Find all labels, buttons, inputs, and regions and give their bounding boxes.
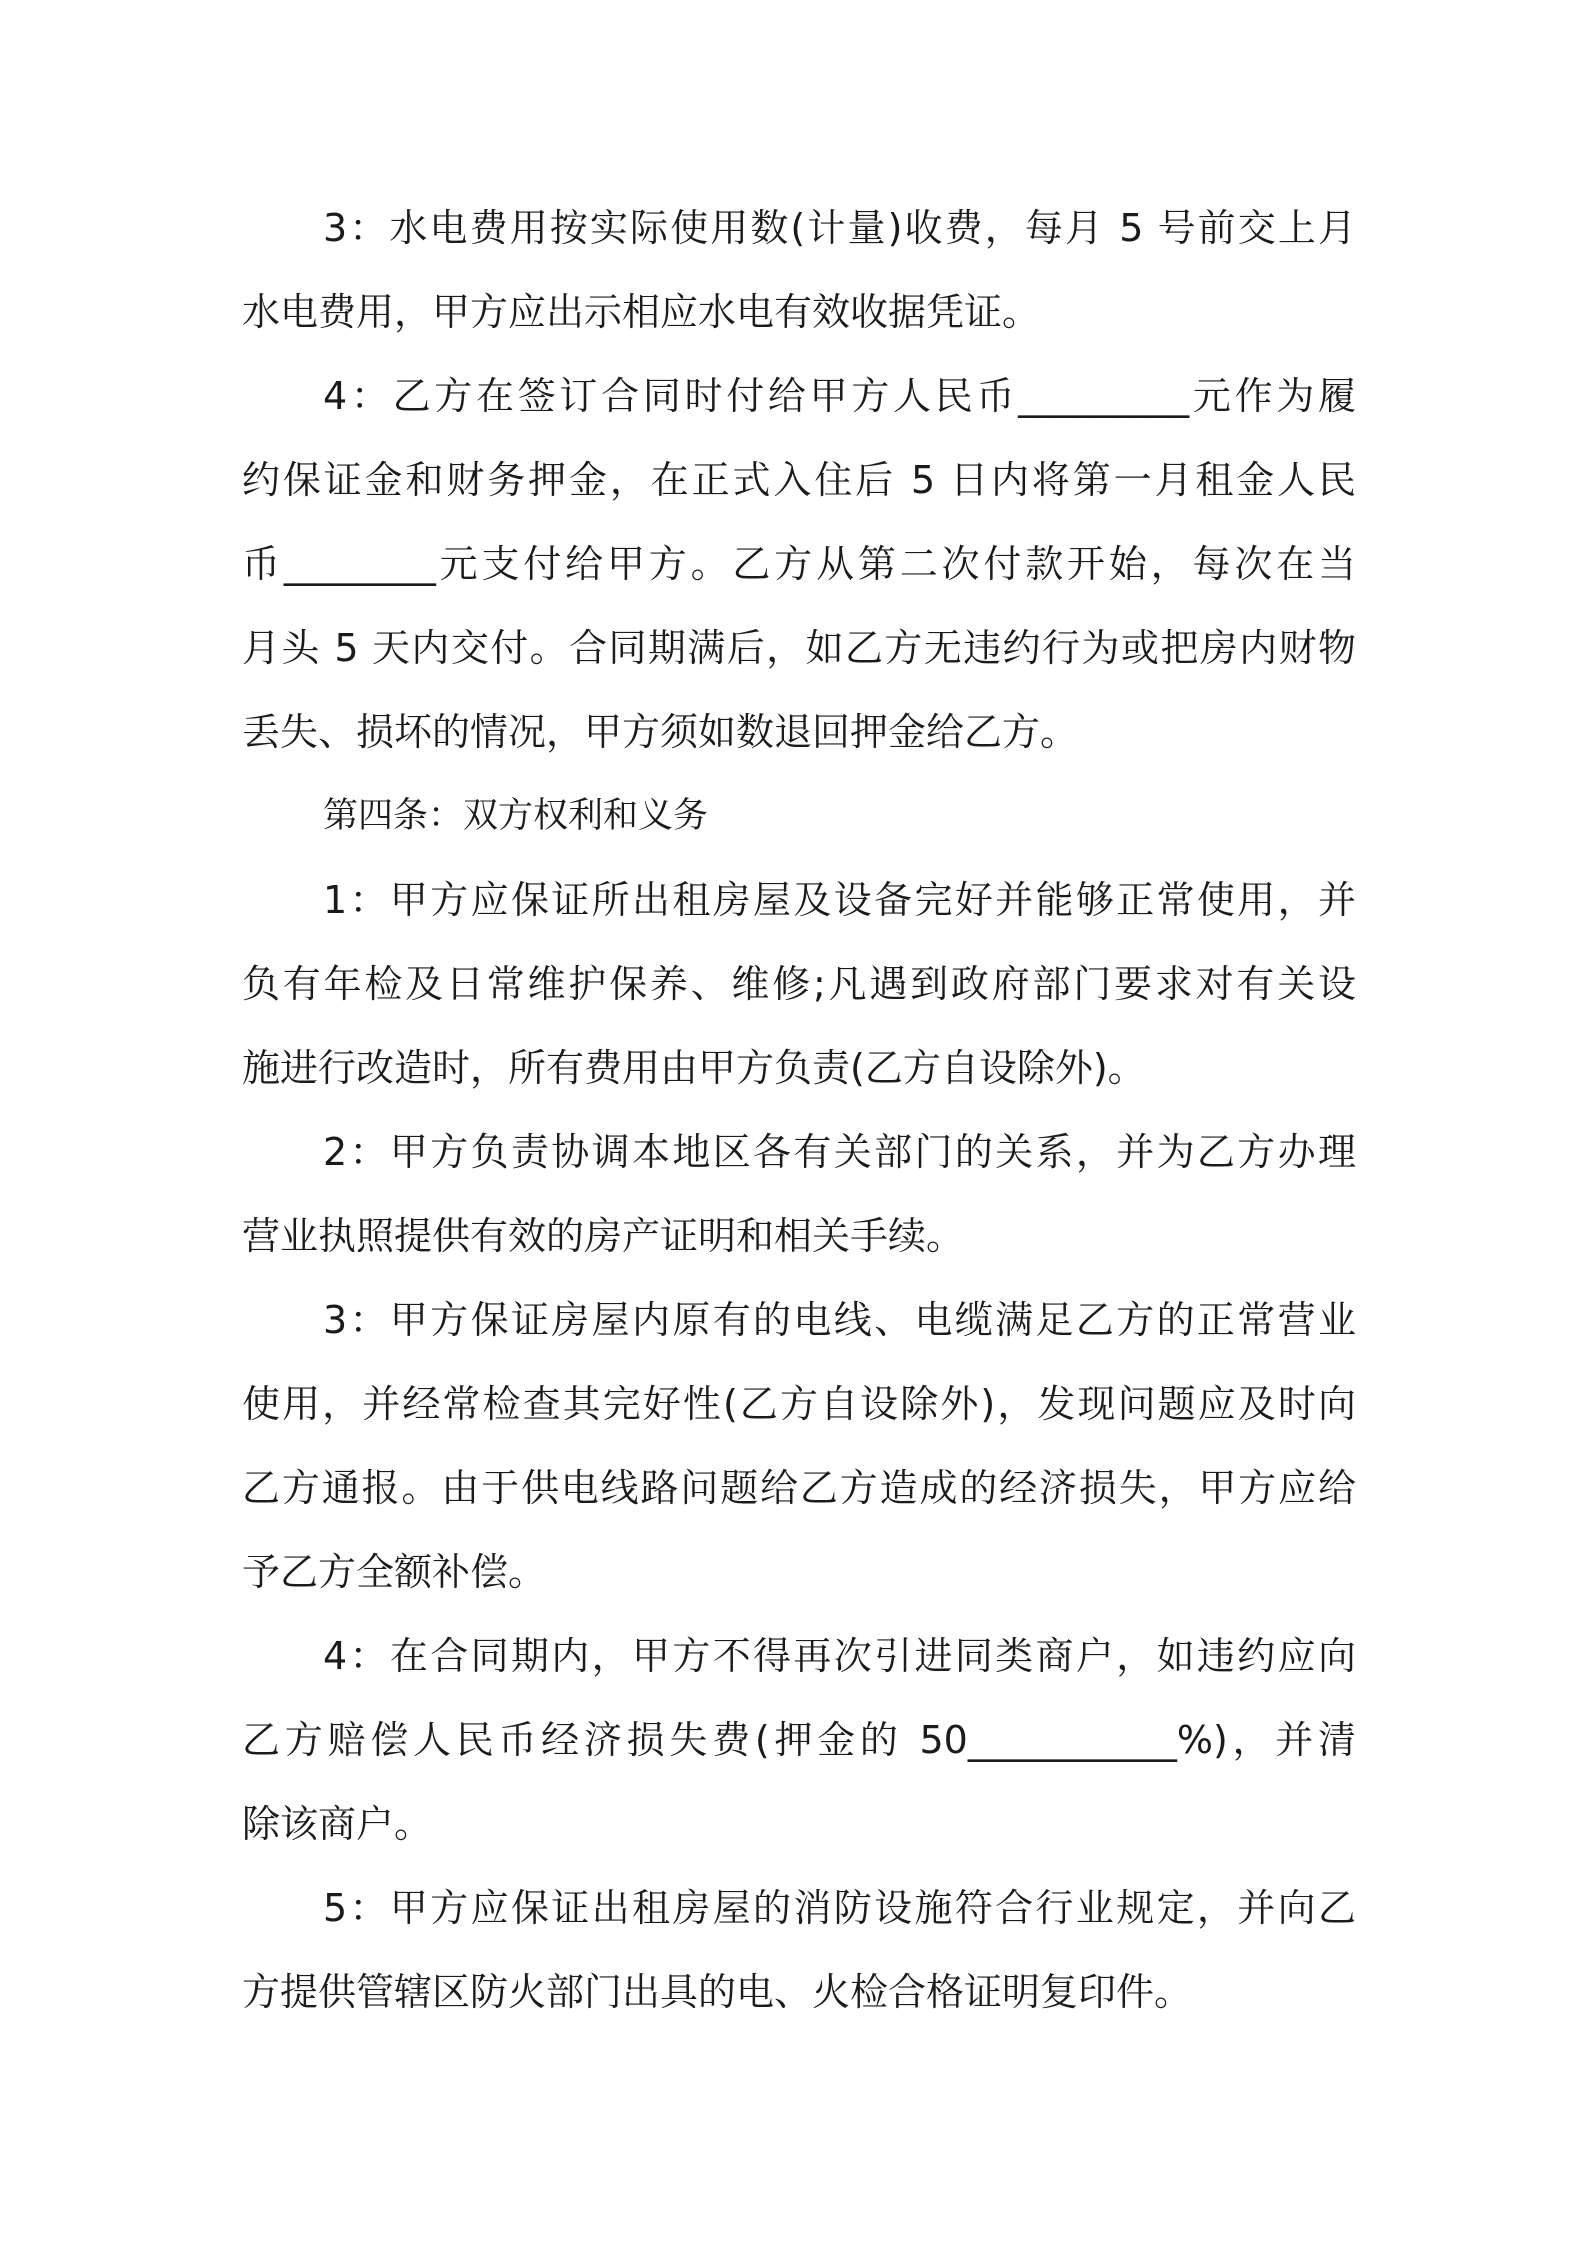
- text-line: 水电费用，甲方应出示相应水电有效收据凭证。: [242, 290, 1041, 334]
- text-line: 币________元支付给甲方。乙方从第二次付款开始，每次在当: [242, 542, 1356, 586]
- clause-fire-safety: [242, 1866, 1356, 2034]
- clause-electrical-supply: [242, 1278, 1356, 1614]
- text-line: 使用，并经常检查其完好性(乙方自设除外)，发现问题应及时向: [242, 1382, 1356, 1426]
- document-body: [242, 186, 1356, 2034]
- text-line: 3：水电费用按实际使用数(计量)收费，每月 5 号前交上月: [323, 206, 1356, 250]
- text-line: 约保证金和财务押金，在正式入住后 5 日内将第一月租金人民: [242, 458, 1356, 502]
- section-heading: 第四条：双方权利和义务: [323, 796, 709, 836]
- text-line: 乙方通报。由于供电线路问题给乙方造成的经济损失，甲方应给: [242, 1466, 1356, 1510]
- text-line: 营业执照提供有效的房产证明和相关手续。: [242, 1214, 965, 1258]
- text-line: 施进行改造时，所有费用由甲方负责(乙方自设除外)。: [242, 1046, 1146, 1090]
- text-line: 丢失、损坏的情况，甲方须如数退回押金给乙方。: [242, 710, 1079, 754]
- text-line: 乙方赔偿人民币经济损失费(押金的 50___________%)，并清: [242, 1718, 1356, 1762]
- text-line: 5：甲方应保证出租房屋的消防设施符合行业规定，并向乙: [323, 1886, 1356, 1930]
- text-line: 予乙方全额补偿。: [242, 1550, 547, 1594]
- text-line: 4：乙方在签订合同时付给甲方人民币_________元作为履: [323, 374, 1356, 418]
- text-line: 3：甲方保证房屋内原有的电线、电缆满足乙方的正常营业: [323, 1298, 1356, 1342]
- article-four-heading: [242, 774, 1356, 858]
- clause-landlord-maintenance: [242, 858, 1356, 1110]
- text-line: 2：甲方负责协调本地区各有关部门的关系，并为乙方办理: [323, 1130, 1356, 1174]
- clause-deposit-payment: [242, 354, 1356, 774]
- text-line: 方提供管辖区防火部门出具的电、火检合格证明复印件。: [242, 1970, 1193, 2014]
- clause-non-compete: [242, 1614, 1356, 1866]
- clause-utilities-fee: [242, 186, 1356, 354]
- text-line: 负有年检及日常维护保养、维修;凡遇到政府部门要求对有关设: [242, 962, 1356, 1006]
- text-line: 4：在合同期内，甲方不得再次引进同类商户，如违约应向: [323, 1634, 1356, 1678]
- clause-landlord-coordination: [242, 1110, 1356, 1278]
- text-line: 1：甲方应保证所出租房屋及设备完好并能够正常使用，并: [323, 878, 1356, 922]
- text-line: 除该商户。: [242, 1802, 433, 1846]
- text-line: 月头 5 天内交付。合同期满后，如乙方无违约行为或把房内财物: [242, 626, 1356, 670]
